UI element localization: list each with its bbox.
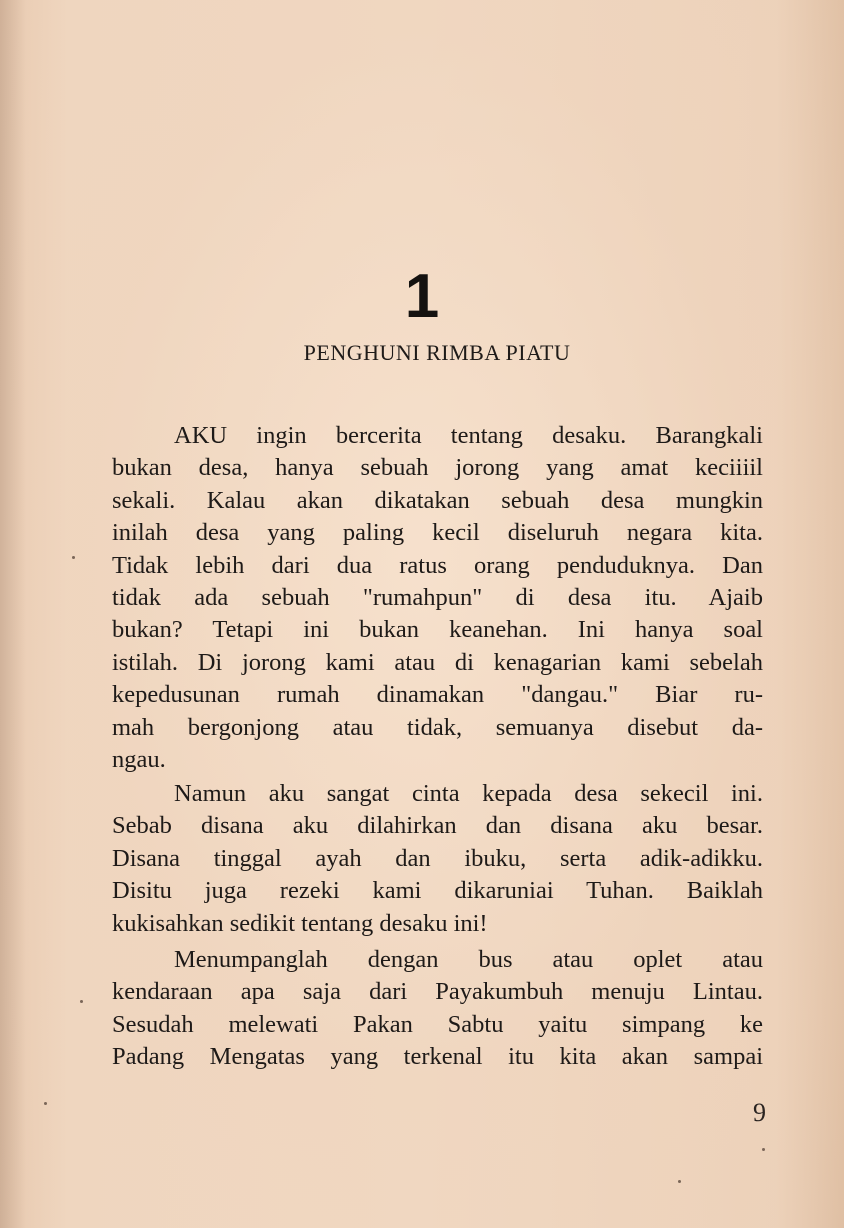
- paper-speck: [762, 1148, 765, 1151]
- text-line: sekali. Kalau akan dikatakan sebuah desa mungkin: [112, 486, 763, 514]
- chapter-title: PENGHUNI RIMBA PIATU: [303, 340, 571, 365]
- text-line: Padang Mengatas yang terkenal itu kita akan sampai: [112, 1043, 763, 1071]
- text-line: Sesudah melewati Pakan Sabtu yaitu simpang ke: [112, 1010, 763, 1038]
- text-line: kepedusunan rumah dinamakan "dangau." Biar ru-: [112, 681, 763, 709]
- text-line: Menumpanglah dengan bus atau oplet atau: [174, 946, 763, 973]
- text-line: mah bergonjong atau tidak, semuanya disebut da-: [112, 713, 763, 741]
- text-line: tidak ada sebuah "rumahpun" di desa itu. Ajaib: [112, 584, 763, 612]
- paper-speck: [80, 1000, 83, 1003]
- text-line: bukan? Tetapi ini bukan keanehan. Ini hanya soal: [112, 616, 763, 644]
- paragraph-2: [112, 778, 763, 940]
- page-number: 9: [753, 1098, 766, 1127]
- text-line: Namun aku sangat cinta kepada desa sekecil ini.: [174, 780, 763, 807]
- text-line: kendaraan apa saja dari Payakumbuh menuju Lintau.: [112, 978, 763, 1006]
- text-line: AKU ingin bercerita tentang desaku. Barangkali: [174, 422, 763, 449]
- text-line: Disitu juga rezeki kami dikaruniai Tuhan. Baiklah: [112, 877, 763, 905]
- chapter-number: 1: [404, 262, 440, 331]
- paragraph-3: [112, 944, 763, 1074]
- paper-speck: [678, 1180, 681, 1183]
- text-line: Sebab disana aku dilahirkan dan disana aku besar.: [112, 812, 763, 840]
- spine-shadow: [0, 0, 26, 1228]
- text-line: bukan desa, hanya sebuah jorong yang amat keciiiil: [112, 454, 763, 482]
- paper-speck: [44, 1102, 47, 1105]
- paper-speck: [72, 556, 75, 559]
- text-line: kukisahkan sedikit tentang desaku ini!: [112, 909, 488, 937]
- text-line: Tidak lebih dari dua ratus orang penduduknya. Dan: [112, 551, 763, 579]
- text-line: ngau.: [112, 746, 166, 774]
- text-line: Disana tinggal ayah dan ibuku, serta adik-adikku.: [112, 844, 763, 872]
- paragraph-1: [112, 420, 763, 776]
- text-line: istilah. Di jorong kami atau di kenagarian kami sebelah: [112, 648, 763, 676]
- text-line: inilah desa yang paling kecil diseluruh negara kita.: [112, 519, 763, 547]
